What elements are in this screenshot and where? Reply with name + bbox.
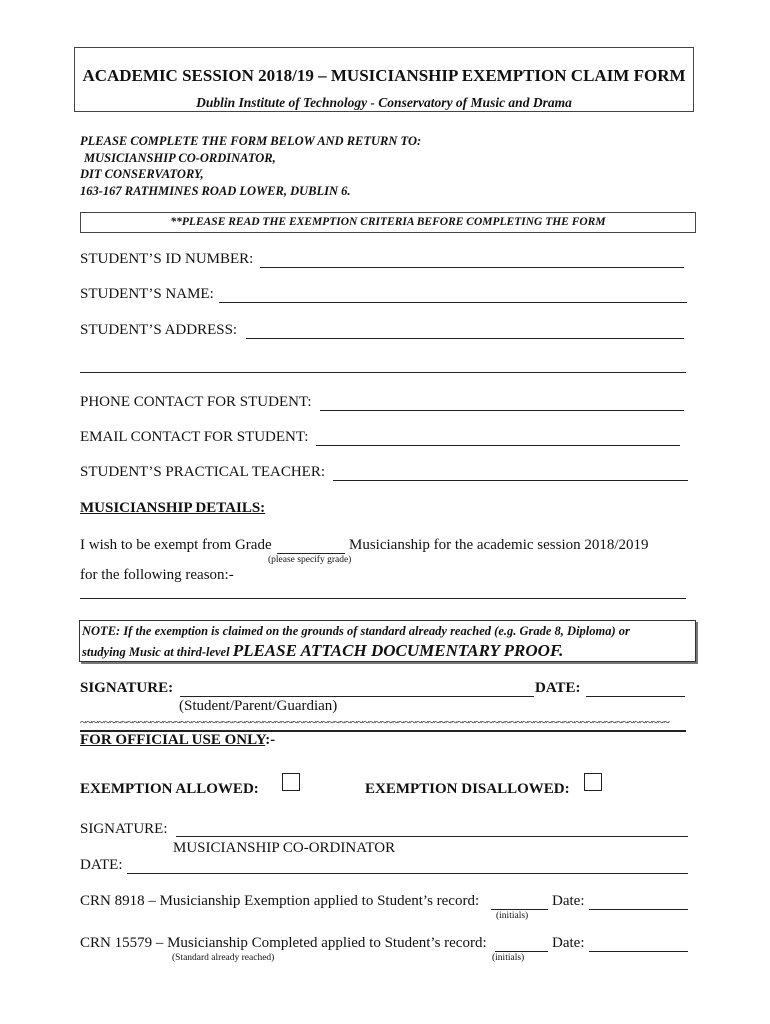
student-address-input-line-2[interactable]: [80, 372, 686, 373]
student-id-label: STUDENT’S ID NUMBER:: [80, 251, 254, 267]
exempt-suffix: Musicianship for the academic session 2018/2019: [349, 537, 649, 553]
phone-input[interactable]: [320, 410, 684, 411]
note-line-2: [82, 641, 563, 661]
return-instructions: [80, 133, 421, 199]
grade-input[interactable]: [277, 553, 345, 554]
crn2-date-input[interactable]: [589, 951, 688, 952]
student-name-label: STUDENT’S NAME:: [80, 286, 214, 302]
teacher-label: STUDENT’S PRACTICAL TEACHER:: [80, 464, 326, 480]
reason-label: for the following reason:-: [80, 567, 234, 583]
crn2-initials-input[interactable]: [495, 951, 548, 952]
signature-input[interactable]: [180, 696, 534, 697]
official-signature-label: SIGNATURE:: [80, 821, 168, 837]
crn2-label: CRN 15579 – Musicianship Completed applied to Student’s record:: [80, 935, 487, 951]
exemption-allowed-checkbox[interactable]: [282, 773, 300, 791]
return-line-4: 163-167 RATHMINES ROAD LOWER, DUBLIN 6.: [80, 183, 351, 198]
email-label: EMAIL CONTACT FOR STUDENT:: [80, 429, 309, 445]
student-address-input[interactable]: [246, 338, 684, 339]
student-address-label: STUDENT’S ADDRESS:: [80, 322, 238, 338]
note-box: [79, 620, 696, 662]
official-heading: [80, 732, 275, 749]
exemption-disallowed-checkbox[interactable]: [584, 773, 602, 791]
form-title: ACADEMIC SESSION 2018/19 – MUSICIANSHIP EXEMPTION CLAIM FORM: [82, 66, 686, 85]
signature-who: (Student/Parent/Guardian): [179, 698, 338, 714]
exemption-allowed-label: EXEMPTION ALLOWED:: [80, 781, 259, 797]
exempt-prefix: I wish to be exempt from Grade: [80, 537, 272, 553]
crn1-initials-hint: (initials): [496, 911, 529, 921]
coordinator-label: MUSICIANSHIP CO-ORDINATOR: [173, 840, 396, 856]
student-name-input[interactable]: [219, 302, 687, 303]
musicianship-heading: MUSICIANSHIP DETAILS:: [80, 500, 266, 516]
crn1-date-input[interactable]: [589, 909, 688, 910]
crn1-initials-input[interactable]: [491, 909, 548, 910]
signature-date-input[interactable]: [586, 696, 685, 697]
official-heading-text: FOR OFFICIAL USE ONLY: [80, 732, 266, 748]
phone-label: PHONE CONTACT FOR STUDENT:: [80, 394, 312, 410]
return-line-2: MUSICIANSHIP CO-ORDINATOR,: [84, 150, 276, 165]
official-date-input[interactable]: [127, 873, 688, 874]
crn2-date-label: Date:: [552, 935, 585, 951]
exemption-disallowed-label: EXEMPTION DISALLOWED:: [365, 781, 570, 797]
note-line-2-end: .: [559, 641, 564, 660]
return-line-1: PLEASE COMPLETE THE FORM BELOW AND RETURN TO:: [80, 134, 422, 148]
note-line-2-prefix: studying Music at third-level: [82, 645, 230, 659]
reason-input[interactable]: [80, 598, 686, 599]
form-subtitle: Dublin Institute of Technology - Conservatory of Music and Drama: [196, 95, 572, 110]
grade-hint: (please specify grade): [268, 555, 352, 565]
official-signature-input[interactable]: [176, 836, 688, 837]
title-box: [74, 47, 694, 112]
official-date-label: DATE:: [80, 857, 123, 873]
student-id-input[interactable]: [260, 267, 684, 268]
tilde-separator: ~~~~~~~~~~~~~~~~~~~~~~~~~~~~~~~~~~~~~~~~~~~~~~~~~~~~~~~~~~~~~~~~~~~~~~~~~~~~~~~~~~~~~~~~~~~~~~~~~~~~: [80, 715, 670, 729]
standard-reached-hint: (Standard already reached): [172, 953, 275, 963]
return-line-3: DIT CONSERVATORY,: [80, 167, 204, 181]
signature-label: SIGNATURE:: [80, 680, 174, 696]
official-heading-suffix: :-: [265, 732, 276, 748]
documentary-proof-emphasis: PLEASE ATTACH DOCUMENTARY PROOF: [232, 641, 560, 660]
crn1-date-label: Date:: [552, 893, 585, 909]
criteria-notice: **PLEASE READ THE EXEMPTION CRITERIA BEFORE COMPLETING THE FORM: [80, 212, 696, 233]
crn1-label: CRN 8918 – Musicianship Exemption applied to Student’s record:: [80, 893, 480, 909]
crn2-initials-hint: (initials): [492, 953, 525, 963]
email-input[interactable]: [316, 445, 680, 446]
signature-date-label: DATE:: [535, 680, 581, 696]
note-line-1: NOTE: If the exemption is claimed on the grounds of standard already reached (e.g. Grade 8, Diploma) or: [82, 624, 630, 638]
teacher-input[interactable]: [333, 480, 688, 481]
